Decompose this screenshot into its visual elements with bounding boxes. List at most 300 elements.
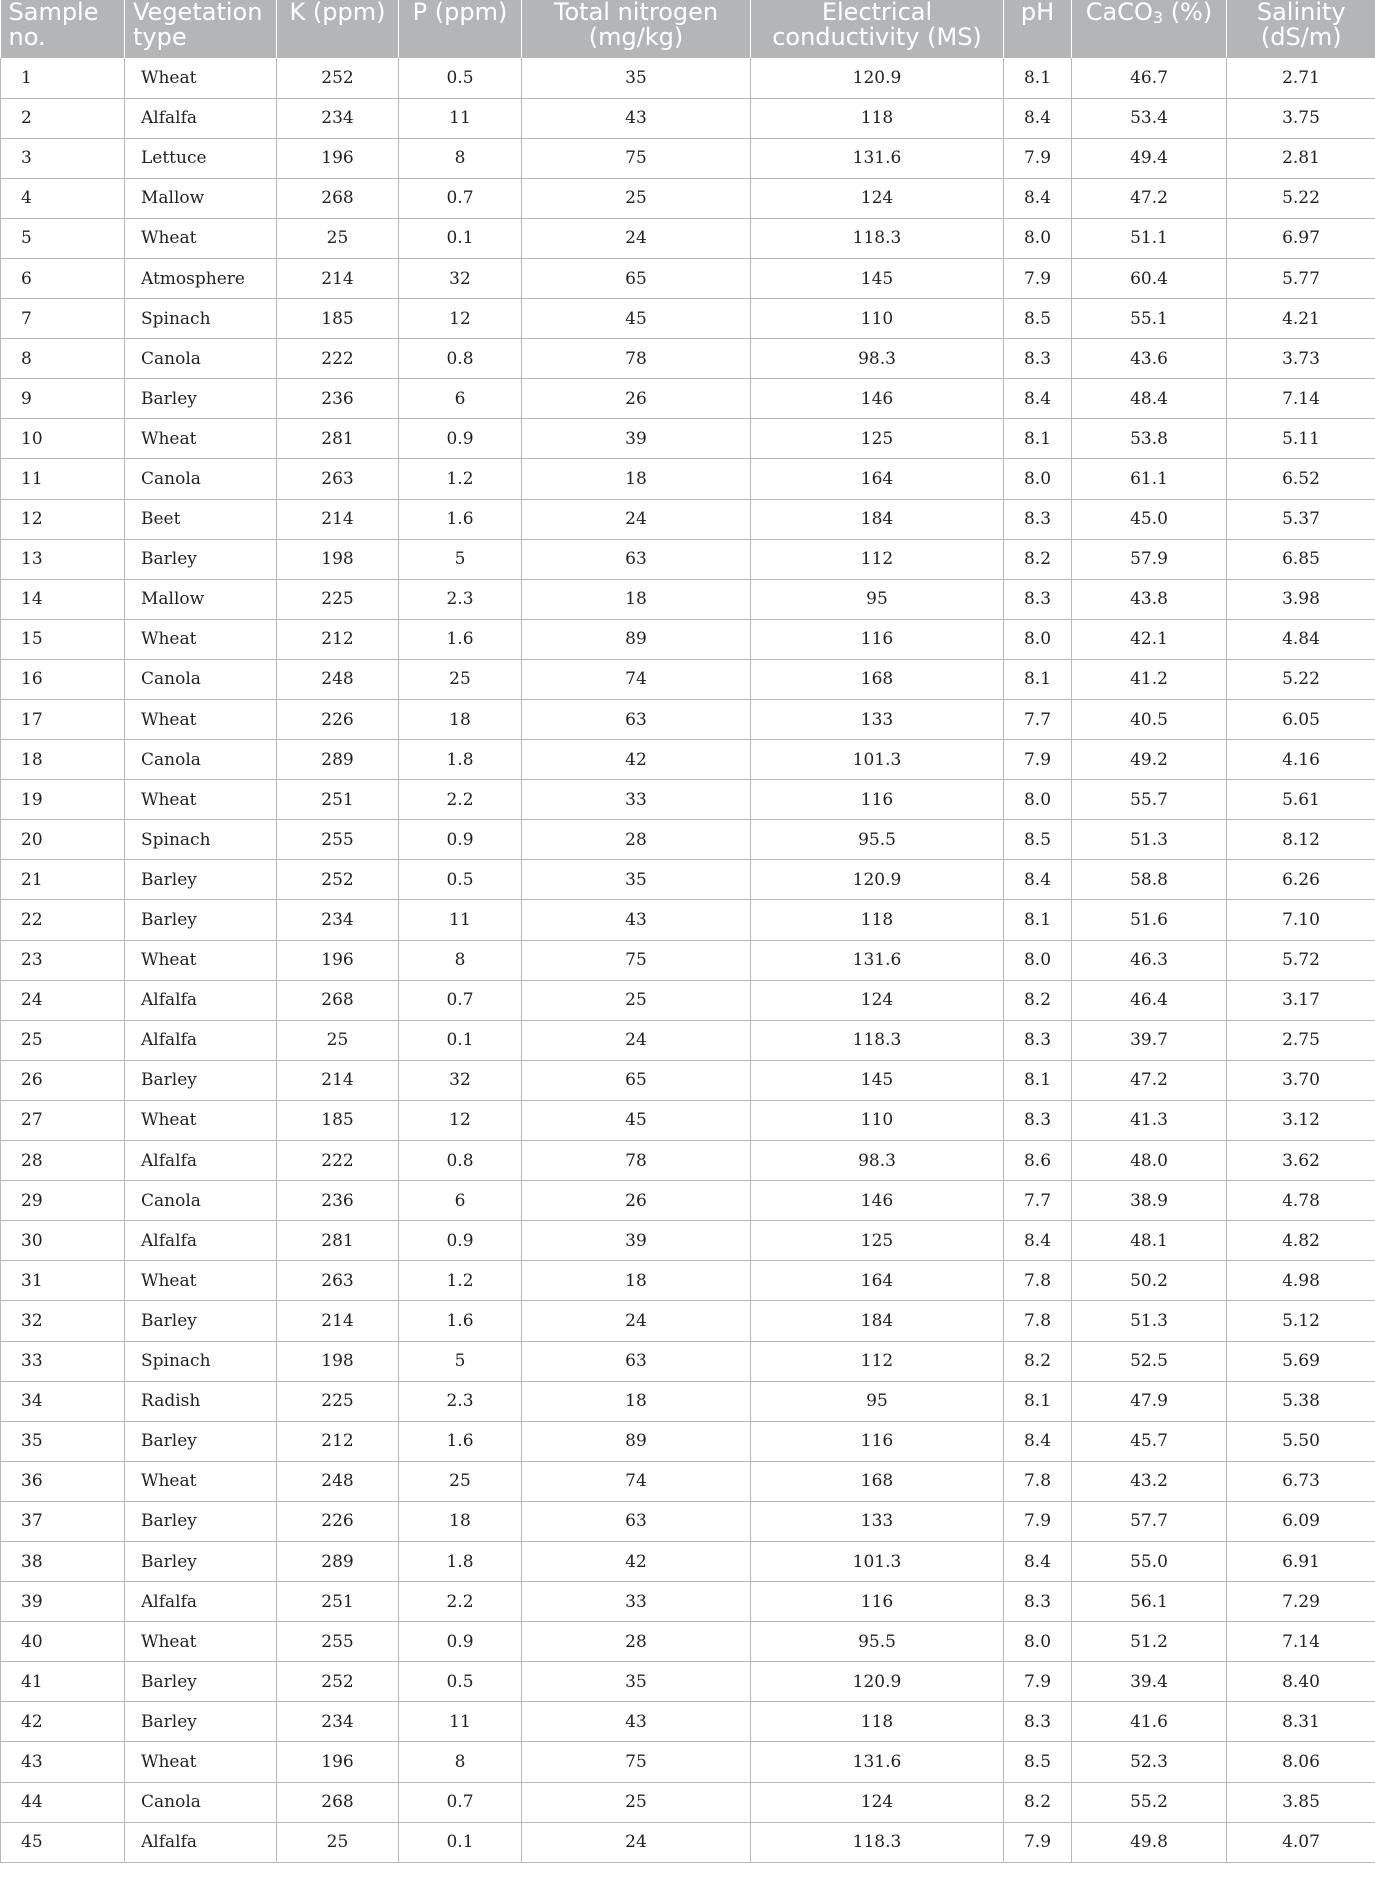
cell-vegetation-type: Wheat: [125, 1461, 277, 1501]
cell-k: 289: [277, 740, 399, 780]
cell-salinity: 3.70: [1227, 1060, 1375, 1100]
cell-ph: 7.8: [1004, 1301, 1072, 1341]
cell-vegetation-type: Barley: [125, 900, 277, 940]
cell-total-nitrogen: 65: [522, 258, 751, 298]
cell-vegetation-type: Spinach: [125, 820, 277, 860]
table-row: [1, 218, 1375, 258]
table-row: [1, 579, 1375, 619]
table-row: [1, 299, 1375, 339]
cell-electrical-conductivity: 125: [751, 1221, 1004, 1261]
cell-sample-no: 38: [1, 1541, 125, 1581]
cell-electrical-conductivity: 184: [751, 499, 1004, 539]
cell-p: 0.7: [399, 980, 522, 1020]
cell-caco3: 49.2: [1072, 740, 1227, 780]
cell-salinity: 5.37: [1227, 499, 1375, 539]
cell-total-nitrogen: 89: [522, 619, 751, 659]
cell-k: 214: [277, 258, 399, 298]
table-row: [1, 1702, 1375, 1742]
table-row: [1, 1461, 1375, 1501]
cell-caco3: 53.8: [1072, 419, 1227, 459]
cell-caco3: 39.4: [1072, 1662, 1227, 1702]
cell-electrical-conductivity: 146: [751, 379, 1004, 419]
header-row: [1, 0, 1375, 58]
cell-vegetation-type: Lettuce: [125, 138, 277, 178]
cell-p: 32: [399, 258, 522, 298]
cell-p: 6: [399, 379, 522, 419]
cell-ph: 8.5: [1004, 299, 1072, 339]
cell-electrical-conductivity: 131.6: [751, 940, 1004, 980]
cell-electrical-conductivity: 164: [751, 459, 1004, 499]
cell-k: 212: [277, 1421, 399, 1461]
cell-p: 8: [399, 940, 522, 980]
cell-ph: 8.4: [1004, 1541, 1072, 1581]
cell-electrical-conductivity: 145: [751, 258, 1004, 298]
cell-ph: 8.3: [1004, 579, 1072, 619]
cell-caco3: 48.0: [1072, 1141, 1227, 1181]
cell-k: 196: [277, 940, 399, 980]
cell-p: 1.6: [399, 1421, 522, 1461]
cell-vegetation-type: Barley: [125, 1702, 277, 1742]
cell-salinity: 3.98: [1227, 579, 1375, 619]
cell-p: 18: [399, 1501, 522, 1541]
cell-ph: 8.4: [1004, 860, 1072, 900]
cell-salinity: 3.62: [1227, 1141, 1375, 1181]
cell-electrical-conductivity: 168: [751, 1461, 1004, 1501]
cell-ph: 7.7: [1004, 1181, 1072, 1221]
cell-ph: 8.0: [1004, 619, 1072, 659]
cell-ph: 8.2: [1004, 1782, 1072, 1822]
cell-salinity: 5.22: [1227, 178, 1375, 218]
cell-salinity: 4.16: [1227, 740, 1375, 780]
cell-ph: 8.0: [1004, 1622, 1072, 1662]
table-row: [1, 1541, 1375, 1581]
cell-k: 222: [277, 339, 399, 379]
cell-sample-no: 40: [1, 1622, 125, 1662]
header-electrical-conductivity: Electrical conductivity (MS): [751, 0, 1004, 58]
cell-vegetation-type: Barley: [125, 860, 277, 900]
cell-electrical-conductivity: 146: [751, 1181, 1004, 1221]
cell-ph: 8.1: [1004, 1381, 1072, 1421]
cell-vegetation-type: Alfalfa: [125, 1582, 277, 1622]
cell-vegetation-type: Alfalfa: [125, 98, 277, 138]
cell-sample-no: 3: [1, 138, 125, 178]
table-row: [1, 740, 1375, 780]
cell-electrical-conductivity: 118: [751, 98, 1004, 138]
cell-vegetation-type: Wheat: [125, 780, 277, 820]
cell-sample-no: 26: [1, 1060, 125, 1100]
cell-k: 222: [277, 1141, 399, 1181]
cell-total-nitrogen: 35: [522, 58, 751, 98]
cell-total-nitrogen: 25: [522, 980, 751, 1020]
cell-p: 11: [399, 98, 522, 138]
table-row: [1, 1501, 1375, 1541]
cell-ph: 7.9: [1004, 1822, 1072, 1862]
cell-sample-no: 4: [1, 178, 125, 218]
cell-electrical-conductivity: 184: [751, 1301, 1004, 1341]
cell-vegetation-type: Barley: [125, 379, 277, 419]
cell-electrical-conductivity: 116: [751, 1582, 1004, 1622]
cell-caco3: 52.5: [1072, 1341, 1227, 1381]
cell-vegetation-type: Alfalfa: [125, 1822, 277, 1862]
cell-caco3: 47.2: [1072, 178, 1227, 218]
cell-total-nitrogen: 78: [522, 339, 751, 379]
cell-salinity: 4.78: [1227, 1181, 1375, 1221]
cell-sample-no: 24: [1, 980, 125, 1020]
cell-total-nitrogen: 63: [522, 1341, 751, 1381]
cell-k: 268: [277, 1782, 399, 1822]
cell-vegetation-type: Wheat: [125, 619, 277, 659]
cell-p: 6: [399, 1181, 522, 1221]
cell-total-nitrogen: 75: [522, 1742, 751, 1782]
cell-salinity: 7.14: [1227, 379, 1375, 419]
cell-total-nitrogen: 75: [522, 940, 751, 980]
cell-k: 196: [277, 138, 399, 178]
cell-ph: 7.9: [1004, 258, 1072, 298]
table-row: [1, 1341, 1375, 1381]
cell-vegetation-type: Wheat: [125, 1622, 277, 1662]
cell-sample-no: 36: [1, 1461, 125, 1501]
cell-caco3: 46.7: [1072, 58, 1227, 98]
header-k-ppm: K (ppm): [277, 0, 399, 58]
cell-caco3: 51.2: [1072, 1622, 1227, 1662]
cell-sample-no: 27: [1, 1100, 125, 1140]
cell-caco3: 52.3: [1072, 1742, 1227, 1782]
cell-sample-no: 20: [1, 820, 125, 860]
cell-total-nitrogen: 39: [522, 419, 751, 459]
cell-electrical-conductivity: 131.6: [751, 138, 1004, 178]
cell-electrical-conductivity: 98.3: [751, 339, 1004, 379]
cell-vegetation-type: Alfalfa: [125, 1221, 277, 1261]
table-row: [1, 1060, 1375, 1100]
cell-vegetation-type: Mallow: [125, 579, 277, 619]
cell-p: 0.5: [399, 1662, 522, 1702]
cell-caco3: 51.1: [1072, 218, 1227, 258]
cell-salinity: 5.11: [1227, 419, 1375, 459]
cell-ph: 8.1: [1004, 419, 1072, 459]
cell-electrical-conductivity: 118: [751, 1702, 1004, 1742]
cell-p: 0.7: [399, 178, 522, 218]
cell-k: 214: [277, 1301, 399, 1341]
cell-p: 0.8: [399, 1141, 522, 1181]
cell-sample-no: 11: [1, 459, 125, 499]
cell-vegetation-type: Beet: [125, 499, 277, 539]
cell-caco3: 58.8: [1072, 860, 1227, 900]
cell-caco3: 51.3: [1072, 1301, 1227, 1341]
cell-total-nitrogen: 24: [522, 218, 751, 258]
cell-sample-no: 39: [1, 1582, 125, 1622]
cell-sample-no: 22: [1, 900, 125, 940]
cell-electrical-conductivity: 120.9: [751, 1662, 1004, 1702]
cell-p: 8: [399, 1742, 522, 1782]
cell-electrical-conductivity: 168: [751, 659, 1004, 699]
cell-vegetation-type: Atmosphere: [125, 258, 277, 298]
cell-vegetation-type: Wheat: [125, 1742, 277, 1782]
cell-caco3: 55.2: [1072, 1782, 1227, 1822]
cell-electrical-conductivity: 95: [751, 1381, 1004, 1421]
cell-total-nitrogen: 63: [522, 700, 751, 740]
cell-vegetation-type: Canola: [125, 1782, 277, 1822]
cell-total-nitrogen: 35: [522, 860, 751, 900]
cell-p: 2.2: [399, 1582, 522, 1622]
cell-k: 236: [277, 1181, 399, 1221]
cell-sample-no: 10: [1, 419, 125, 459]
cell-p: 0.9: [399, 419, 522, 459]
cell-p: 2.3: [399, 579, 522, 619]
cell-caco3: 45.0: [1072, 499, 1227, 539]
cell-salinity: 4.98: [1227, 1261, 1375, 1301]
cell-sample-no: 17: [1, 700, 125, 740]
cell-sample-no: 19: [1, 780, 125, 820]
cell-salinity: 6.73: [1227, 1461, 1375, 1501]
header-salinity: Salinity (dS/m): [1227, 0, 1375, 58]
cell-vegetation-type: Wheat: [125, 419, 277, 459]
cell-sample-no: 8: [1, 339, 125, 379]
cell-vegetation-type: Alfalfa: [125, 980, 277, 1020]
cell-salinity: 5.69: [1227, 1341, 1375, 1381]
cell-caco3: 46.3: [1072, 940, 1227, 980]
cell-ph: 8.3: [1004, 339, 1072, 379]
cell-vegetation-type: Canola: [125, 339, 277, 379]
table-row: [1, 459, 1375, 499]
cell-total-nitrogen: 45: [522, 1100, 751, 1140]
cell-ph: 8.4: [1004, 178, 1072, 218]
cell-p: 0.5: [399, 58, 522, 98]
cell-salinity: 2.81: [1227, 138, 1375, 178]
cell-vegetation-type: Canola: [125, 659, 277, 699]
table-row: [1, 860, 1375, 900]
cell-salinity: 3.85: [1227, 1782, 1375, 1822]
table-row: [1, 659, 1375, 699]
table-row: [1, 379, 1375, 419]
cell-electrical-conductivity: 125: [751, 419, 1004, 459]
cell-sample-no: 5: [1, 218, 125, 258]
cell-sample-no: 12: [1, 499, 125, 539]
cell-k: 198: [277, 1341, 399, 1381]
cell-k: 248: [277, 1461, 399, 1501]
cell-k: 214: [277, 1060, 399, 1100]
cell-electrical-conductivity: 95: [751, 579, 1004, 619]
cell-ph: 7.9: [1004, 1501, 1072, 1541]
cell-caco3: 42.1: [1072, 619, 1227, 659]
cell-salinity: 2.71: [1227, 58, 1375, 98]
cell-electrical-conductivity: 118.3: [751, 218, 1004, 258]
cell-caco3: 41.3: [1072, 1100, 1227, 1140]
header-caco3-unit: (%): [1163, 0, 1213, 26]
cell-caco3: 60.4: [1072, 258, 1227, 298]
cell-sample-no: 35: [1, 1421, 125, 1461]
cell-p: 0.9: [399, 820, 522, 860]
table-row: [1, 98, 1375, 138]
table-row: [1, 539, 1375, 579]
cell-total-nitrogen: 63: [522, 539, 751, 579]
cell-p: 5: [399, 539, 522, 579]
cell-caco3: 53.4: [1072, 98, 1227, 138]
cell-caco3: 57.9: [1072, 539, 1227, 579]
cell-sample-no: 43: [1, 1742, 125, 1782]
cell-p: 25: [399, 659, 522, 699]
cell-ph: 8.3: [1004, 1020, 1072, 1060]
cell-total-nitrogen: 43: [522, 900, 751, 940]
cell-vegetation-type: Barley: [125, 1060, 277, 1100]
cell-total-nitrogen: 24: [522, 1020, 751, 1060]
cell-salinity: 3.17: [1227, 980, 1375, 1020]
cell-k: 251: [277, 1582, 399, 1622]
cell-salinity: 4.82: [1227, 1221, 1375, 1261]
table-row: [1, 820, 1375, 860]
cell-ph: 8.4: [1004, 379, 1072, 419]
cell-caco3: 38.9: [1072, 1181, 1227, 1221]
cell-salinity: 3.75: [1227, 98, 1375, 138]
cell-electrical-conductivity: 145: [751, 1060, 1004, 1100]
cell-vegetation-type: Spinach: [125, 299, 277, 339]
cell-caco3: 56.1: [1072, 1582, 1227, 1622]
cell-vegetation-type: Wheat: [125, 218, 277, 258]
cell-electrical-conductivity: 131.6: [751, 1742, 1004, 1782]
table-row: [1, 1261, 1375, 1301]
cell-p: 1.2: [399, 459, 522, 499]
table-row: [1, 178, 1375, 218]
cell-salinity: 5.38: [1227, 1381, 1375, 1421]
cell-vegetation-type: Canola: [125, 1181, 277, 1221]
cell-p: 0.1: [399, 1020, 522, 1060]
cell-electrical-conductivity: 112: [751, 1341, 1004, 1381]
header-p-ppm: P (ppm): [399, 0, 522, 58]
cell-vegetation-type: Wheat: [125, 700, 277, 740]
cell-salinity: 5.12: [1227, 1301, 1375, 1341]
cell-salinity: 4.21: [1227, 299, 1375, 339]
cell-sample-no: 44: [1, 1782, 125, 1822]
header-ph: pH: [1004, 0, 1072, 58]
cell-sample-no: 14: [1, 579, 125, 619]
cell-total-nitrogen: 63: [522, 1501, 751, 1541]
cell-electrical-conductivity: 110: [751, 299, 1004, 339]
cell-vegetation-type: Wheat: [125, 940, 277, 980]
cell-salinity: 8.31: [1227, 1702, 1375, 1742]
cell-electrical-conductivity: 101.3: [751, 740, 1004, 780]
table-row: [1, 138, 1375, 178]
cell-k: 289: [277, 1541, 399, 1581]
cell-ph: 8.4: [1004, 98, 1072, 138]
cell-electrical-conductivity: 118.3: [751, 1822, 1004, 1862]
cell-salinity: 5.22: [1227, 659, 1375, 699]
cell-p: 25: [399, 1461, 522, 1501]
cell-sample-no: 16: [1, 659, 125, 699]
cell-salinity: 5.61: [1227, 780, 1375, 820]
table-row: [1, 1221, 1375, 1261]
cell-sample-no: 31: [1, 1261, 125, 1301]
table-row: [1, 1100, 1375, 1140]
cell-total-nitrogen: 33: [522, 1582, 751, 1622]
cell-ph: 8.1: [1004, 659, 1072, 699]
cell-k: 234: [277, 1702, 399, 1742]
cell-ph: 8.2: [1004, 539, 1072, 579]
cell-salinity: 6.85: [1227, 539, 1375, 579]
cell-salinity: 6.09: [1227, 1501, 1375, 1541]
cell-caco3: 55.7: [1072, 780, 1227, 820]
cell-total-nitrogen: 74: [522, 1461, 751, 1501]
cell-caco3: 50.2: [1072, 1261, 1227, 1301]
cell-k: 236: [277, 379, 399, 419]
cell-total-nitrogen: 35: [522, 1662, 751, 1702]
cell-electrical-conductivity: 133: [751, 1501, 1004, 1541]
cell-salinity: 7.10: [1227, 900, 1375, 940]
table-row: [1, 339, 1375, 379]
cell-caco3: 43.2: [1072, 1461, 1227, 1501]
cell-k: 234: [277, 98, 399, 138]
cell-p: 0.1: [399, 1822, 522, 1862]
cell-ph: 8.0: [1004, 940, 1072, 980]
cell-salinity: 6.97: [1227, 218, 1375, 258]
cell-ph: 8.2: [1004, 1341, 1072, 1381]
cell-caco3: 41.6: [1072, 1702, 1227, 1742]
cell-caco3: 48.4: [1072, 379, 1227, 419]
cell-caco3: 47.2: [1072, 1060, 1227, 1100]
cell-caco3: 51.3: [1072, 820, 1227, 860]
cell-ph: 8.1: [1004, 58, 1072, 98]
cell-salinity: 6.91: [1227, 1541, 1375, 1581]
cell-salinity: 3.12: [1227, 1100, 1375, 1140]
cell-p: 1.6: [399, 619, 522, 659]
cell-vegetation-type: Canola: [125, 740, 277, 780]
cell-caco3: 40.5: [1072, 700, 1227, 740]
cell-total-nitrogen: 26: [522, 379, 751, 419]
cell-caco3: 55.1: [1072, 299, 1227, 339]
cell-sample-no: 21: [1, 860, 125, 900]
header-sample-no: Sample no.: [1, 0, 125, 58]
cell-electrical-conductivity: 118: [751, 900, 1004, 940]
cell-k: 196: [277, 1742, 399, 1782]
cell-k: 263: [277, 459, 399, 499]
cell-p: 0.7: [399, 1782, 522, 1822]
table-row: [1, 1662, 1375, 1702]
cell-electrical-conductivity: 164: [751, 1261, 1004, 1301]
header-caco3: [1072, 0, 1227, 58]
cell-total-nitrogen: 24: [522, 499, 751, 539]
cell-vegetation-type: Alfalfa: [125, 1141, 277, 1181]
cell-total-nitrogen: 28: [522, 820, 751, 860]
cell-electrical-conductivity: 101.3: [751, 1541, 1004, 1581]
header-total-nitrogen: Total nitrogen (mg/kg): [522, 0, 751, 58]
cell-ph: 8.5: [1004, 1742, 1072, 1782]
table-row: [1, 1141, 1375, 1181]
cell-salinity: 3.73: [1227, 339, 1375, 379]
cell-k: 25: [277, 1020, 399, 1060]
table-row: [1, 900, 1375, 940]
cell-p: 11: [399, 1702, 522, 1742]
cell-sample-no: 7: [1, 299, 125, 339]
cell-k: 255: [277, 820, 399, 860]
cell-sample-no: 32: [1, 1301, 125, 1341]
cell-electrical-conductivity: 120.9: [751, 58, 1004, 98]
cell-electrical-conductivity: 95.5: [751, 820, 1004, 860]
cell-salinity: 5.72: [1227, 940, 1375, 980]
cell-p: 32: [399, 1060, 522, 1100]
cell-caco3: 49.4: [1072, 138, 1227, 178]
table-row: [1, 1301, 1375, 1341]
cell-total-nitrogen: 26: [522, 1181, 751, 1221]
cell-k: 281: [277, 419, 399, 459]
cell-p: 0.9: [399, 1622, 522, 1662]
cell-sample-no: 33: [1, 1341, 125, 1381]
table-row: [1, 1622, 1375, 1662]
cell-p: 12: [399, 299, 522, 339]
cell-sample-no: 23: [1, 940, 125, 980]
cell-p: 0.1: [399, 218, 522, 258]
cell-ph: 7.9: [1004, 138, 1072, 178]
cell-total-nitrogen: 75: [522, 138, 751, 178]
cell-caco3: 61.1: [1072, 459, 1227, 499]
cell-ph: 8.3: [1004, 499, 1072, 539]
